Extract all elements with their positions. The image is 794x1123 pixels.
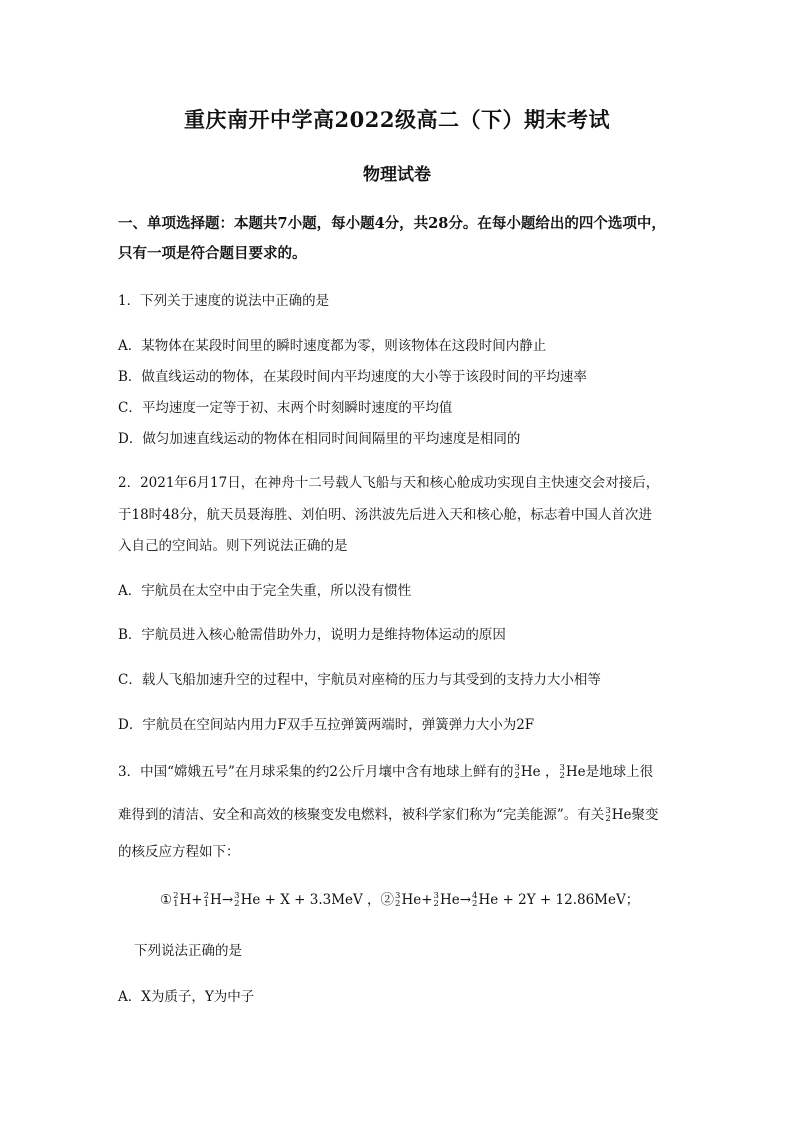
q2-option-c: C．载人飞船加速升空的过程中，宇航员对座椅的压力与其受到的支持力大小相等: [118, 672, 601, 688]
q3-prompt: 下列说法正确的是: [134, 943, 242, 959]
q2-stem-line3: 入自己的空间站。则下列说法正确的是: [118, 538, 348, 554]
q2-option-b: B．宇航员进入核心舱需借助外力，说明力是维持物体运动的原因: [118, 627, 506, 643]
q2-option-a: A．宇航员在太空中由于完全失重，所以没有惯性: [118, 583, 412, 599]
q3-stem-line3: 的核反应方程如下：: [118, 844, 240, 860]
q1-option-a: A．某物体在某段时间里的瞬时速度都为零，则该物体在这段时间内静止: [118, 338, 547, 354]
q1-stem: 1．下列关于速度的说法中正确的是: [118, 293, 330, 309]
q3-stem-line1: 3．中国“嫦娥五号”在月球采集的约2公斤月壤中含有地球上鲜有的 3 2 He ， 3 2 He是地球上很: [118, 763, 654, 781]
nuclear-reaction-equations: ① 2 1 H+ 2 1 H→ 3 2 He + X + 3.3MeV ，② 3 2 He+ 3 2 He→ 4 2 He + 2Y + 12.86MeV；: [160, 891, 640, 909]
exam-title: 重庆南开中学高2022级高二（下）期末考试: [184, 107, 610, 132]
q3-stem-line2: 难得到的清洁、安全和高效的核聚变发电燃料，被科学家们称为“完美能源”。有关 3 2 He聚变: [118, 806, 659, 824]
q3-option-a: A．X为质子，Y为中子: [118, 989, 255, 1005]
section-instructions: 一、单项选择题：本题共7小题，每小题4分，共28分。在每小题给出的四个选项中，只有一项是符合题目要求的。: [118, 215, 666, 262]
exam-subtitle: 物理试卷: [363, 165, 431, 185]
isotope-notation: 3 2: [514, 763, 520, 781]
isotope-notation: 3 2: [605, 806, 611, 824]
q1-option-d: D．做匀加速直线运动的物体在相同时间间隔里的平均速度是相同的: [118, 431, 521, 447]
q1-option-b: B．做直线运动的物体，在某段时间内平均速度的大小等于该段时间的平均速率: [118, 369, 587, 385]
isotope-notation: 3 2: [559, 763, 565, 781]
q2-stem-line2: 于18时48分，航天员聂海胜、刘伯明、汤洪波先后进入天和核心舱，标志着中国人首次进: [118, 507, 652, 523]
q2-option-d: D．宇航员在空间站内用力F双手互拉弹簧两端时，弹簧弹力大小为2F: [118, 717, 535, 733]
q1-option-c: C．平均速度一定等于初、末两个时刻瞬时速度的平均值: [118, 400, 453, 416]
q2-stem-line1: 2．2021年6月17日，在神舟十二号载人飞船与天和核心舱成功实现自主快速交会对接后，: [118, 475, 660, 491]
